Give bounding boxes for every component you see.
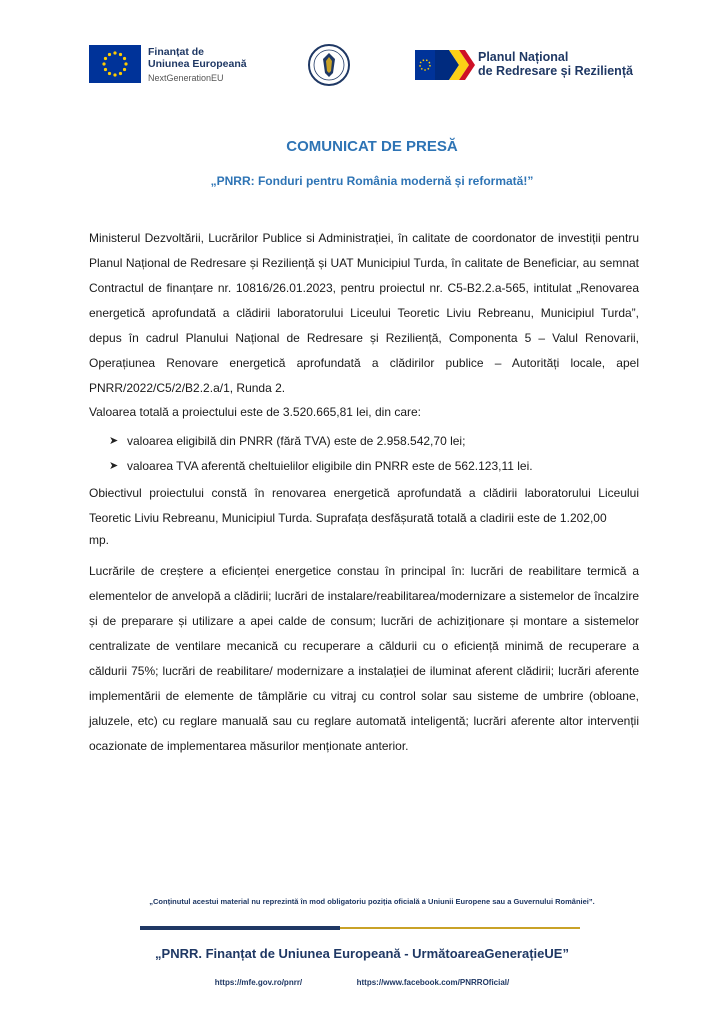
pnrr-line-1: Planul Național xyxy=(478,50,569,64)
eu-star-icon xyxy=(104,57,107,60)
eu-star-icon xyxy=(108,53,111,56)
eu-star-icon xyxy=(108,72,111,75)
government-seal-icon xyxy=(307,43,351,87)
pnrr-title-text xyxy=(478,50,633,78)
eu-line-3: NextGenerationEU xyxy=(148,73,224,83)
disclaimer-text: „Conținutul acestui material nu reprezintă în mod obligatoriu poziția oficială a Uniunii Europene sau a Guvernului României”. xyxy=(149,897,595,906)
eu-line-2: Uniunea Europeană xyxy=(148,58,247,70)
paragraph-contract: Ministerul Dezvoltării, Lucrărilor Publice si Administrației, în calitate de coordonator de investiții pentru Planul Național de Redresare și Reziliență și UAT Municipiul Turda, în calitate de Beneficiar, au semnat Contractul de finanțare nr. 10816/26.01.2023, pentru proiectul nr. C5-B2.2.a-565, intitulat „Renovarea energetică aprofundată a clădirii laboratorului Liceului Teoretic Liviu Rebreanu, Municipiul Turda”, depus în cadrul Planului Național de Redresare și Reziliență, Componenta 5 – Valul Renovarii, Operațiunea Renovare energetică aprofundată a clădirilor publice – Autorități locale, apel PNRR/2022/C5/2/B2.2.a/1, Runda 2. xyxy=(89,231,639,395)
eu-star-icon xyxy=(124,62,127,65)
eu-funding-text xyxy=(148,46,247,84)
objective-unit: mp. xyxy=(89,533,110,547)
press-release-body xyxy=(89,226,639,759)
list-item-text: valoarea eligibilă din PNRR (fără TVA) este de 2.958.542,70 lei; xyxy=(127,434,466,448)
list-item xyxy=(89,429,639,454)
eu-star-icon xyxy=(123,68,126,71)
eu-line-1: Finanțat de xyxy=(148,46,205,58)
page-subtitle: „PNRR: Fonduri pentru România modernă și reformată!” xyxy=(210,174,534,188)
eu-star-icon xyxy=(113,73,116,76)
mfe-link[interactable]: https://mfe.gov.ro/pnrr/ xyxy=(214,978,303,987)
list-item xyxy=(89,454,639,479)
footer-slogan: „PNRR. Finanțat de Uniunea Europeană - UrmătoareaGenerațieUE” xyxy=(155,946,569,961)
eu-star-icon xyxy=(119,72,122,75)
paragraph-total-value: Valoarea totală a proiectului este de 3.520.665,81 lei, din care: xyxy=(89,405,422,419)
eu-star-icon xyxy=(102,62,105,65)
pnrr-line-2: de Redresare și Reziliență xyxy=(478,64,633,78)
arrow-bullet-icon: ➤ xyxy=(109,460,119,472)
divider-gold xyxy=(340,927,580,929)
eu-star-icon xyxy=(119,53,122,56)
divider-navy xyxy=(140,926,340,930)
value-breakdown-list xyxy=(89,429,639,479)
list-item-text: valoarea TVA aferentă cheltuielilor eligibile din PNRR este de 562.123,11 lei. xyxy=(127,459,533,473)
page-title: COMUNICAT DE PRESĂ xyxy=(286,138,458,155)
eu-star-icon xyxy=(113,51,116,54)
eu-star-icon xyxy=(123,57,126,60)
pnrr-logo-icon xyxy=(415,50,475,80)
arrow-bullet-icon: ➤ xyxy=(109,435,119,447)
eu-star-icon xyxy=(104,68,107,71)
eu-flag-logo xyxy=(89,45,141,83)
paragraph-objective xyxy=(89,481,639,549)
footer-links xyxy=(0,978,724,987)
objective-text: Obiectivul proiectului constă în renovarea energetică aprofundată a clădirii laboratorului Liceului Teoretic Liviu Rebreanu, Municipiul Turda. Suprafața desfășurată totală a cladirii este de 1.202,00 xyxy=(89,486,639,525)
footer-divider xyxy=(140,926,580,930)
paragraph-works: Lucrările de creștere a eficienței energetice constau în principal în: lucrări de reabilitare termică a elementelor de anvelopă a clădirii; lucrări de instalare/reabilitarea/modernizare a sistemelor de încalzire și de preparare și utilizare a apei calde de consum; lucrări de achiziționare și montare a sistemelor centralizate de ventilare mecanică cu recuperare a căldurii cu o eficiență minimă de recuperare a căldurii 75%; lucrări de reabilitare/ modernizare a instalației de iluminat aferent clădirii; lucrări aferente implementării de elemente de tâmplărie cu vitraj cu control solar sau sisteme de umbrire (obloane, jaluzele, etc) cu reglare manuală sau cu reglare automată inteligentă; lucrări aferente altor intervenții ocazionate de implementarea măsurilor menționate anterior. xyxy=(89,564,639,753)
facebook-link[interactable]: https://www.facebook.com/PNRROficial/ xyxy=(356,978,510,987)
